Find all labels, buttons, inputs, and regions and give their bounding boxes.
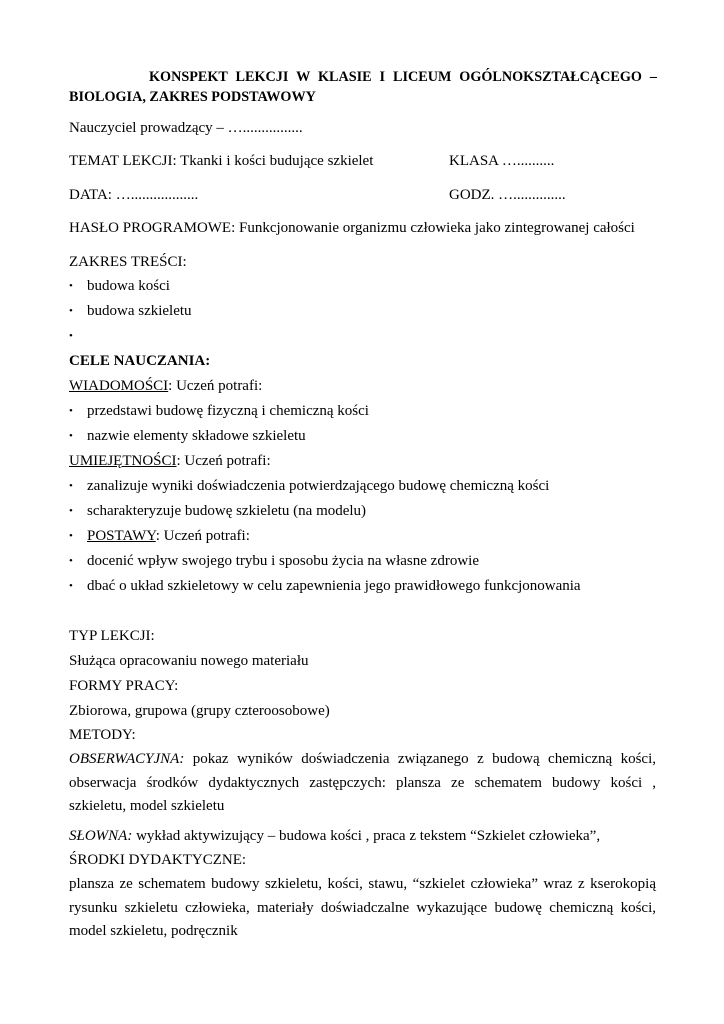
bullet-icon: • (69, 305, 73, 317)
attitudes-label: POSTAWY (87, 528, 156, 544)
observation-text: pokaz wyników doświadczenia związanego z budową chemiczną kości, obserwacja środków dydaktycznych zastępczych: plansza ze schematem budowy kości , szkieletu, model szkieletu (69, 751, 656, 814)
observation-label: OBSERWACYJNA: (69, 751, 185, 767)
attitudes-rest: : Uczeń potrafi: (155, 528, 250, 544)
teaching-aids-heading: ŚRODKI DYDAKTYCZNE: (69, 852, 247, 868)
list-item: zanalizuje wyniki doświadczenia potwierdzającego budowę chemiczną kości (87, 478, 550, 494)
skills-rest: : Uczeń potrafi: (176, 453, 271, 469)
knowledge-label: WIADOMOŚCI (69, 378, 169, 394)
program-motto: HASŁO PROGRAMOWE: Funkcjonowanie organizmu człowieka jako zintegrowanej całości (69, 220, 635, 236)
skills-label: UMIEJĘTNOŚCI (69, 453, 177, 469)
bullet-icon: • (69, 330, 73, 342)
bullet-icon: • (69, 530, 73, 542)
lesson-type-value: Służąca opracowaniu nowego materiału (69, 653, 309, 669)
list-item: budowa kości (87, 278, 170, 294)
content-scope-heading: ZAKRES TREŚCI: (69, 254, 187, 270)
knowledge-heading (69, 376, 262, 396)
bullet-icon: • (69, 430, 73, 442)
bullet-icon: • (69, 505, 73, 517)
teaching-goals-heading: CELE NAUCZANIA: (69, 353, 211, 369)
work-forms-value: Zbiorowa, grupowa (grupy czteroosobowe) (69, 703, 330, 719)
title-line-1: KONSPEKT LEKCJI W KLASIE I LICEUM OGÓLNOKSZTAŁCĄCEGO – (149, 69, 657, 85)
skills-heading (69, 451, 271, 471)
bullet-icon: • (69, 405, 73, 417)
teaching-aids-text: plansza ze schematem budowy szkieletu, kości, stawu, “szkielet człowieka” wraz z kserokopią rysunku szkieletu człowieka, materiały doświadczalne wykazujące budowę chemiczną kości, model szkieletu, podręcznik (69, 876, 656, 939)
methods-heading: METODY: (69, 727, 136, 743)
observation-method (69, 748, 656, 819)
attitudes-heading (87, 526, 250, 546)
work-forms-heading: FORMY PRACY: (69, 678, 179, 694)
list-item: budowa szkieletu (87, 303, 192, 319)
verbal-text: wykład aktywizujący – budowa kości , praca z tekstem “Szkielet człowieka”, (132, 828, 601, 844)
list-item: dbać o układ szkieletowy w celu zapewnienia jego prawidłowego funkcjonowania (87, 578, 581, 594)
bullet-icon: • (69, 480, 73, 492)
lesson-type-heading: TYP LEKCJI: (69, 628, 155, 644)
bullet-icon: • (69, 555, 73, 567)
knowledge-rest: : Uczeń potrafi: (168, 378, 263, 394)
hour-field: GODZ. ….............. (449, 187, 566, 203)
list-item: scharakteryzuje budowę szkieletu (na modelu) (87, 503, 367, 519)
verbal-method (69, 826, 600, 846)
verbal-label: SŁOWNA: (69, 828, 133, 844)
document-title (69, 67, 657, 107)
list-item: docenić wpływ swojego trybu i sposobu życia na własne zdrowie (87, 553, 479, 569)
list-item: nazwie elementy składowe szkieletu (87, 428, 306, 444)
title-line-2: BIOLOGIA, ZAKRES PODSTAWOWY (69, 89, 316, 105)
bullet-icon: • (69, 280, 73, 292)
teacher-line: Nauczyciel prowadzący – …................ (69, 120, 303, 136)
class-field: KLASA ….......... (449, 153, 555, 169)
date-field: DATA: ….................. (69, 187, 199, 203)
list-item: przedstawi budowę fizyczną i chemiczną kości (87, 403, 369, 419)
topic-line: TEMAT LEKCJI: Tkanki i kości budujące szkielet (69, 153, 374, 169)
bullet-icon: • (69, 580, 73, 592)
